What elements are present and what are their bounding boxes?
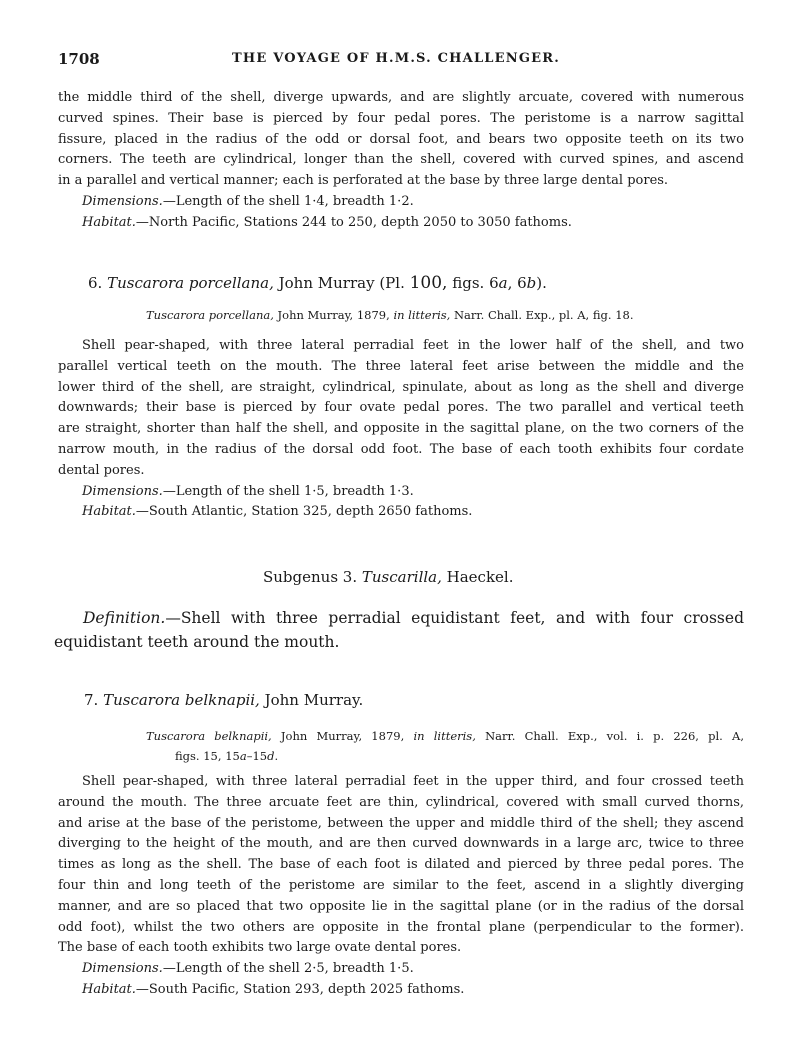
text-line: corners. The teeth are cylindrical, longer than the shell, covered with curved spines, and ascend — [58, 152, 744, 168]
synonym-text: John Murray, 1879, — [273, 308, 394, 322]
subgenus-heading — [263, 568, 513, 586]
text-line: times as long as the shell. The base of each foot is dilated and pierced by three pedal pores. The — [58, 857, 744, 873]
definition-label: Definition. — [83, 609, 166, 627]
habitat-label: Habitat. — [82, 981, 136, 997]
figs-text: , 6 — [507, 274, 527, 292]
dimensions-text: —Length of the shell 2·5, breadth 1·5. — [162, 961, 414, 977]
text-line: four thin and long teeth of the peristome are similar to the feet, ascend in a slightly diverging — [58, 877, 744, 893]
species-7-synonymy — [146, 726, 744, 766]
text-line: dental pores. — [58, 462, 145, 478]
synonym-text: Narr. Chall. Exp., vol. i. p. 226, pl. A, — [475, 729, 744, 743]
definition-text: —Shell with three perradial equidistant feet, and with four crossed — [165, 609, 744, 627]
figs-text: ). — [536, 274, 547, 292]
synonym-text: . — [274, 749, 279, 763]
text-line: in a parallel and vertical manner; each is perforated at the base by three large dental pores. — [58, 173, 669, 189]
species-name: Tuscarora porcellana, — [107, 274, 274, 292]
text-line: downwards; their base is pierced by four ovate pedal pores. The two parallel and vertical teeth — [58, 400, 744, 416]
synonym-text: figs. 15, 15 — [175, 749, 240, 763]
definition-line: equidistant teeth around the mouth. — [54, 633, 340, 651]
text-line: Shell pear-shaped, with three lateral perradial feet in the lower half of the shell, and two — [82, 338, 744, 353]
text-line: Shell pear-shaped, with three lateral perradial feet in the upper third, and four crossed teeth — [82, 774, 744, 789]
subgenus-prefix: Subgenus 3. — [263, 568, 362, 586]
synonym-text: –15 — [246, 749, 268, 763]
fig-letter: a — [239, 749, 247, 763]
synonym-text: John Murray, 1879, — [271, 729, 414, 743]
text-line: lower third of the shell, are straight, cylindrical, spinulate, about as long as the shell and diverge — [58, 379, 744, 395]
definition-line — [54, 606, 744, 630]
figs-text: figs. 6 — [447, 274, 499, 292]
synonym-line — [146, 726, 744, 746]
dimensions-label: Dimensions. — [82, 483, 163, 499]
running-title: THE VOYAGE OF H.M.S. CHALLENGER. — [232, 51, 560, 66]
species-name: Tuscarora belknapii, — [103, 691, 260, 709]
fig-letter: b — [526, 274, 537, 292]
habitat-text: —South Atlantic, Station 325, depth 2650 fathoms. — [135, 504, 473, 520]
species-author: John Murray. — [259, 691, 364, 709]
dimensions-label: Dimensions. — [82, 961, 163, 977]
text-line: are straight, shorter than half the shell, and opposite in the sagittal plane, on the two corners of the — [58, 421, 744, 437]
habitat-line — [58, 502, 744, 523]
text-line: The base of each tooth exhibits two large ovate dental pores. — [58, 940, 462, 956]
habitat-line — [58, 213, 744, 234]
dimensions-line — [58, 192, 744, 213]
synonym-line — [146, 746, 744, 766]
text-line: odd foot), whilst the two others are opposite in the frontal plane (perpendicular to the former). — [58, 919, 744, 935]
dimensions-line — [58, 482, 744, 503]
habitat-line — [58, 980, 744, 1001]
species-6-description — [58, 336, 744, 523]
species-author: John Murray (Pl. — [273, 274, 410, 292]
dimensions-text: —Length of the shell 1·4, breadth 1·2. — [162, 193, 414, 209]
synonym-name: Tuscarora porcellana, — [146, 308, 274, 322]
habitat-text: —North Pacific, Stations 244 to 250, depth 2050 to 3050 fathoms. — [135, 214, 572, 230]
habitat-label: Habitat. — [82, 214, 136, 230]
dimensions-text: —Length of the shell 1·5, breadth 1·3. — [162, 483, 414, 499]
species-number: 7. — [84, 691, 99, 709]
synonym-in-litteris: in litteris, — [413, 729, 476, 743]
species-7-heading — [84, 691, 363, 709]
dimensions-line — [58, 959, 744, 980]
text-line: manner, and are so placed that two opposite lie in the sagittal plane (or in the radius of the dorsal — [58, 898, 744, 914]
text-line: narrow mouth, in the radius of the dorsal odd foot. The base of each tooth exhibits four cordate — [58, 441, 744, 457]
text-line: the middle third of the shell, diverge upwards, and are slightly arcuate, covered with numerous — [58, 90, 744, 105]
plate-number: 100, — [409, 273, 448, 293]
text-line: fissure, placed in the radius of the odd or dorsal foot, and bears two opposite teeth on its two — [58, 131, 744, 147]
fig-letter: a — [498, 274, 508, 292]
page-number: 1708 — [58, 50, 100, 68]
text-line: curved spines. Their base is pierced by four pedal pores. The peristome is a narrow sagittal — [58, 110, 744, 126]
subgenus-name: Tuscarilla, — [361, 568, 442, 586]
text-line: around the mouth. The three arcuate feet are thin, cylindrical, covered with small curved thorns, — [58, 794, 744, 810]
subgenus-author: Haeckel. — [441, 568, 514, 586]
habitat-text: —South Pacific, Station 293, depth 2025 fathoms. — [135, 981, 465, 997]
text-line: and arise at the base of the peristome, between the upper and middle third of the shell; they ascend — [58, 815, 744, 831]
continuation-paragraph — [58, 88, 744, 234]
subgenus-definition — [54, 606, 744, 654]
text-line: diverging to the height of the mouth, and are then curved downwards in a large arc, twice to three — [58, 836, 744, 852]
synonym-in-litteris: in litteris, — [393, 308, 451, 322]
text-line: parallel vertical teeth on the mouth. The three lateral feet arise between the middle and the — [58, 358, 744, 374]
species-6-heading — [88, 273, 547, 293]
synonym-name: Tuscarora belknapii, — [146, 729, 272, 743]
dimensions-label: Dimensions. — [82, 193, 163, 209]
species-6-synonymy — [146, 308, 633, 322]
habitat-label: Habitat. — [82, 504, 136, 520]
synonym-text: Narr. Chall. Exp., pl. A, fig. 18. — [450, 308, 634, 322]
species-number: 6. — [88, 274, 103, 292]
fig-letter: d — [267, 749, 275, 763]
species-7-description — [58, 772, 744, 1001]
